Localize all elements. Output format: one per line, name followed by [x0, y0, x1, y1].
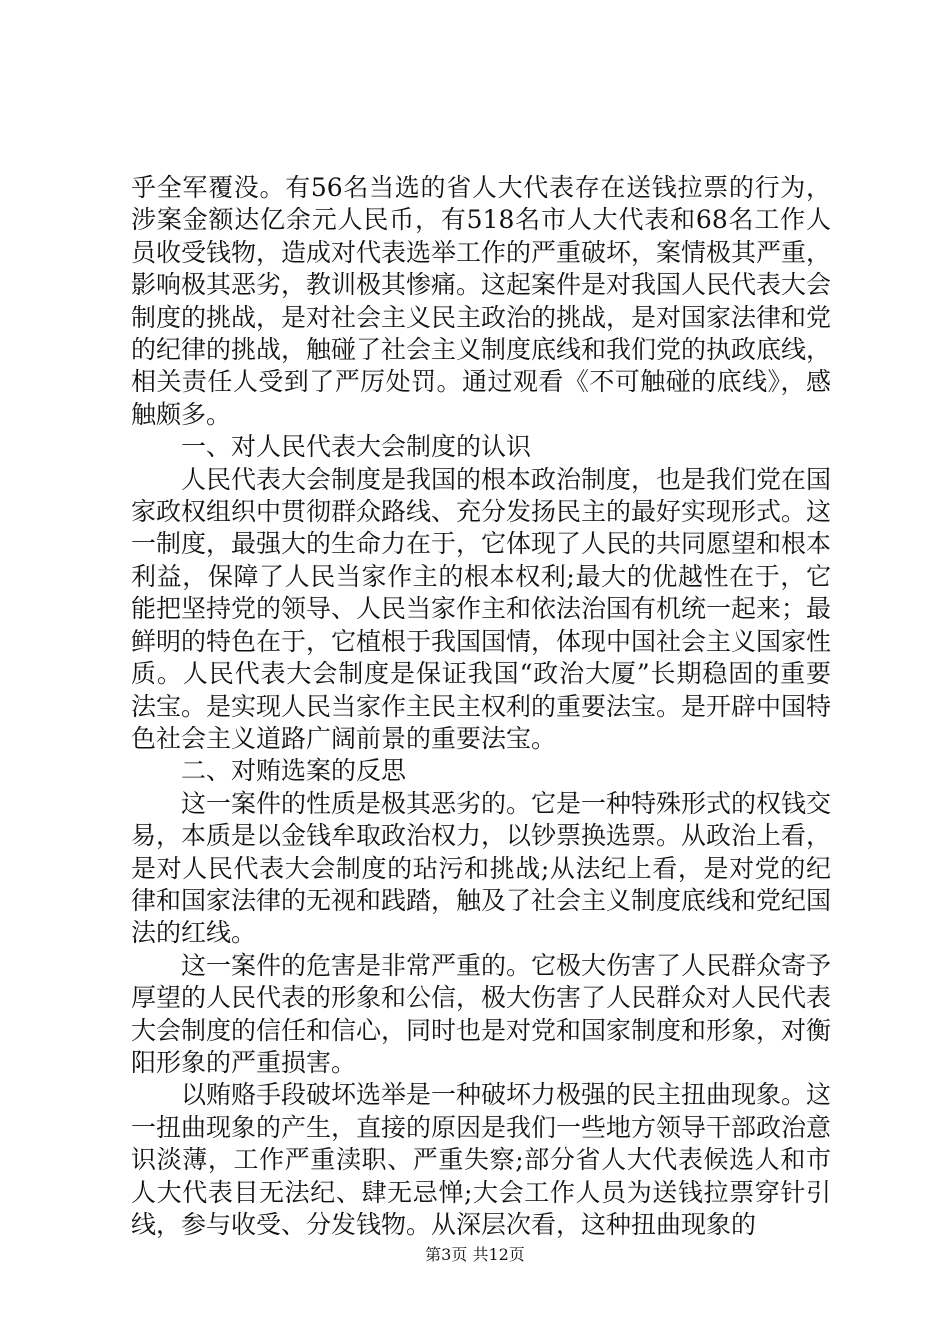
paragraph: 人民代表大会制度是我国的根本政治制度，也是我们党在国家政权组织中贯彻群众路线、充分发扬民主的最好实现形式。这一制度，最强大的生命力在于，它体现了人民的共同愿望和根本利益，保障了人民当家作主的根本权利;最大的优越性在于，它能把坚持党的领导、人民当家作主和依法治国有机统一起来；最鲜明的特色在于，它植根于我国国情，体现中国社会主义国家性质。人民代表大会制度是保证我国“政治大厦”长期稳固的重要法宝。是实现人民当家作主民主权利的重要法宝。是开辟中国特色社会主义道路广阔前景的重要法宝。 [131, 464, 832, 753]
section-heading-2: 二、对贿选案的反思 [181, 756, 407, 786]
paragraph: 这一案件的危害是非常严重的。它极大伤害了人民群众寄予厚望的人民代表的形象和公信，极大伤害了人民群众对人民代表大会制度的信任和信心，同时也是对党和国家制度和形象，对衡阳形象的严重损害。 [131, 950, 832, 1077]
document-body [131, 172, 831, 1241]
page-footer: 第3页 共12页 [425, 1245, 525, 1264]
paragraph: 这一案件的性质是极其恶劣的。它是一种特殊形式的权钱交易，本质是以金钱牟取政治权力，以钞票换选票。从政治上看，是对人民代表大会制度的玷污和挑战;从法纪上看，是对党的纪律和国家法律的无视和践踏，触及了社会主义制度底线和党纪国法的红线。 [131, 788, 832, 948]
paragraph-continuation: 乎全军覆没。有56名当选的省人大代表存在送钱拉票的行为，涉案金额达亿余元人民币，有518名市人大代表和68名工作人员收受钱物，造成对代表选举工作的严重破坏，案情极其严重，影响极其恶劣，教训极其惨痛。这起案件是对我国人民代表大会制度的挑战，是对社会主义民主政治的挑战，是对国家法律和党的纪律的挑战，触碰了社会主义制度底线和我们党的执政底线，相关责任人受到了严厉处罚。通过观看《不可触碰的底线》，感触颇多。 [131, 173, 832, 429]
section-heading-1: 一、对人民代表大会制度的认识 [181, 432, 532, 462]
paragraph: 以贿赂手段破坏选举是一种破坏力极强的民主扭曲现象。这一扭曲现象的产生，直接的原因是我们一些地方领导干部政治意识淡薄，工作严重渎职、严重失察;部分省人大代表候选人和市人大代表目无法纪、肆无忌惮;大会工作人员为送钱拉票穿针引线，参与收受、分发钱物。从深层次看，这种扭曲现象的 [131, 1080, 832, 1239]
